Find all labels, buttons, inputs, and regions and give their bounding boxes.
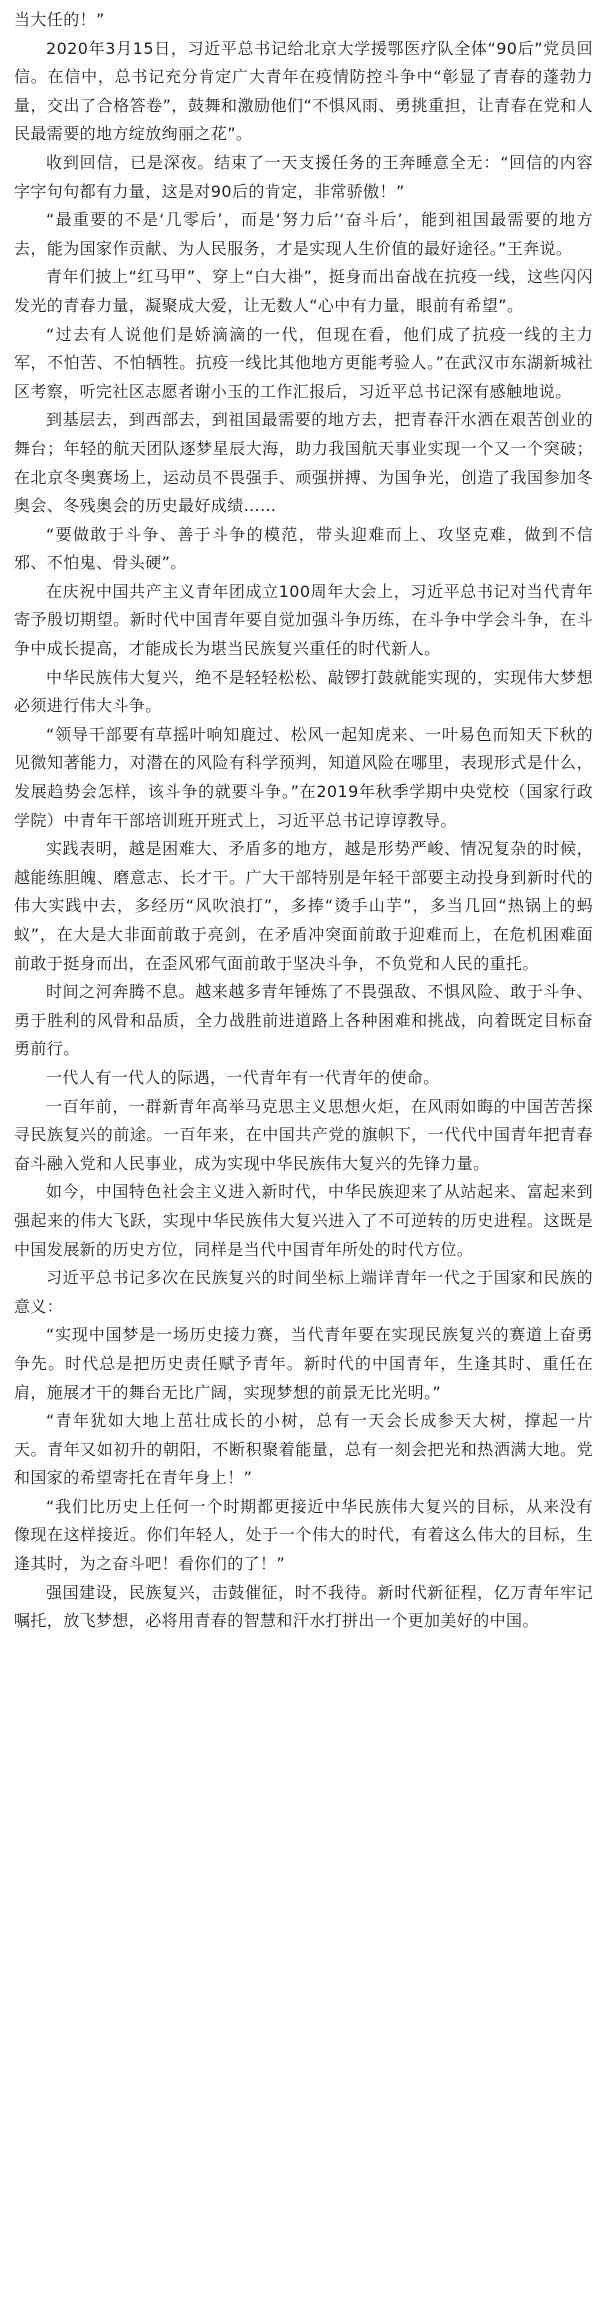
paragraph: 如今，中国特色社会主义进入新时代，中华民族迎来了从站起来、富起来到强起来的伟大飞跃，实现中华民族伟大复兴进入了不可逆转的历史进程。这既是中国发展新的历史方位，同样是当代中国青年所处的时代方位。 bbox=[14, 1182, 593, 1259]
paragraph: 实践表明，越是困难大、矛盾多的地方，越是形势严峻、情况复杂的时候，越能练胆魄、磨意志、长才干。广大干部特别是年轻干部要主动投身到新时代的伟大实践中去，多经历“风吹浪打”，多捧“烫手山芋”，多当几回“热锅上的蚂蚁”，在大是大非面前敢于亮剑，在矛盾冲突面前敢于迎难而上，在危机困难面前敢于挺身而出，在歪风邪气面前敢于坚决斗争，不负党和人民的重托。 bbox=[14, 839, 593, 973]
paragraph: “我们比历史上任何一个时期都更接近中华民族伟大复兴的目标，从来没有像现在这样接近。你们年轻人，处于一个伟大的时代，有着这么伟大的目标，生逢其时，为之奋斗吧！看你们的了！” bbox=[14, 1496, 593, 1574]
paragraph: 一代人有一代人的际遇，一代青年有一代青年的使命。 bbox=[46, 1067, 440, 1087]
paragraph: 强国建设，民族复兴，击鼓催征，时不我待。新时代新征程，亿万青年牢记嘱托，放飞梦想，必将用青春的智慧和汗水打拼出一个更加美好的中国。 bbox=[14, 1582, 593, 1631]
paragraph: 在庆祝中国共产主义青年团成立100周年大会上，习近平总书记对当代青年寄予殷切期望。新时代中国青年要自觉加强斗争历练，在斗争中学会斗争，在斗争中成长提高，才能成长为堪当民族复兴重任的时代新人。 bbox=[14, 581, 593, 659]
paragraph: “要做敢于斗争、善于斗争的模范，带头迎难而上、攻坚克难，做到不信邪、不怕鬼、骨头硬”。 bbox=[14, 524, 593, 573]
paragraph: 习近平总书记多次在民族复兴的时间坐标上端详青年一代之于国家和民族的意义： bbox=[14, 1268, 593, 1316]
paragraph: 收到回信，已是深夜。结束了一天支援任务的王奔睡意全无：“回信的内容字字句句都有力量，这是对90后的肯定，非常骄傲！” bbox=[14, 152, 593, 201]
paragraph: “青年犹如大地上茁壮成长的小树，总有一天会长成参天大树，撑起一片天。青年又如初升的朝阳，不断积聚着能量，总有一刻会把光和热洒满大地。党和国家的希望寄托在青年身上！” bbox=[14, 1411, 593, 1488]
paragraph: “过去有人说他们是娇滴滴的一代，但现在看，他们成了抗疫一线的主力军，不怕苦、不怕牺牲。抗疫一线比其他地方更能考验人。”在武汉市东湖新城社区考察，听完社区志愿者谢小玉的工作汇报后，习近平总书记深有感触地说。 bbox=[14, 324, 593, 401]
paragraph: “领导干部要有草摇叶响知鹿过、松风一起知虎来、一叶易色而知天下秋的见微知著能力，对潜在的风险有科学预判，知道风险在哪里，表现形式是什么，发展趋势会怎样，该斗争的就要斗争。”在2019年秋季学期中央党校（国家行政学院）中青年干部培训班开班式上，习近平总书记谆谆教导。 bbox=[14, 724, 593, 830]
paragraph: 一百年前，一群新青年高举马克思主义思想火炬，在风雨如晦的中国苦苦探寻民族复兴的前途。一百年来，在中国共产党的旗帜下，一代代中国青年把青春奋斗融入党和人民事业，成为实现中华民族伟大复兴的先锋力量。 bbox=[14, 1096, 593, 1173]
paragraph: 青年们披上“红马甲”、穿上“白大褂”，挺身而出奋战在抗疫一线，这些闪闪发光的青春力量，凝聚成大爱，让无数人“心中有力量，眼前有希望”。 bbox=[14, 267, 593, 315]
paragraph: “实现中国梦是一场历史接力赛，当代青年要在实现民族复兴的赛道上奋勇争先。时代总是把历史责任赋予青年。新时代的中国青年，生逢其时、重任在肩，施展才干的舞台无比广阔，实现梦想的前景无比光明。” bbox=[14, 1325, 593, 1402]
paragraph-continuation: 当大任的！” bbox=[14, 10, 105, 29]
paragraph: 时间之河奔腾不息。越来越多青年锤炼了不畏强敌、不惧风险、敢于斗争、勇于胜利的风骨和品质，全力战胜前进道路上各种困难和挑战，向着既定目标奋勇前行。 bbox=[14, 982, 593, 1059]
paragraph: “最重要的不是‘几零后’，而是‘努力后’‘奋斗后’，能到祖国最需要的地方去，能为国家作贡献、为人民服务，才是实现人生价值的最好途径。”王奔说。 bbox=[14, 210, 593, 258]
paragraph: 到基层去，到西部去，到祖国最需要的地方去，把青春汗水洒在艰苦创业的舞台；年轻的航天团队逐梦星辰大海，助力我国航天事业实现一个又一个突破；在北京冬奥赛场上，运动员不畏强手、顽强拼搏、为国争光，创造了我国参加冬奥会、冬残奥会的历史最好成绩…… bbox=[14, 410, 593, 516]
paragraph: 中华民族伟大复兴，绝不是轻轻松松、敲锣打鼓就能实现的，实现伟大梦想必须进行伟大斗争。 bbox=[14, 667, 593, 716]
paragraph: 2020年3月15日，习近平总书记给北京大学援鄂医疗队全体“90后”党员回信。在信中，总书记充分肯定广大青年在疫情防控斗争中“彰显了青春的蓬勃力量，交出了合格答卷”，鼓舞和激励他们“不惧风雨、勇挑重担，让青春在党和人民最需要的地方绽放绚丽之花”。 bbox=[14, 38, 593, 144]
